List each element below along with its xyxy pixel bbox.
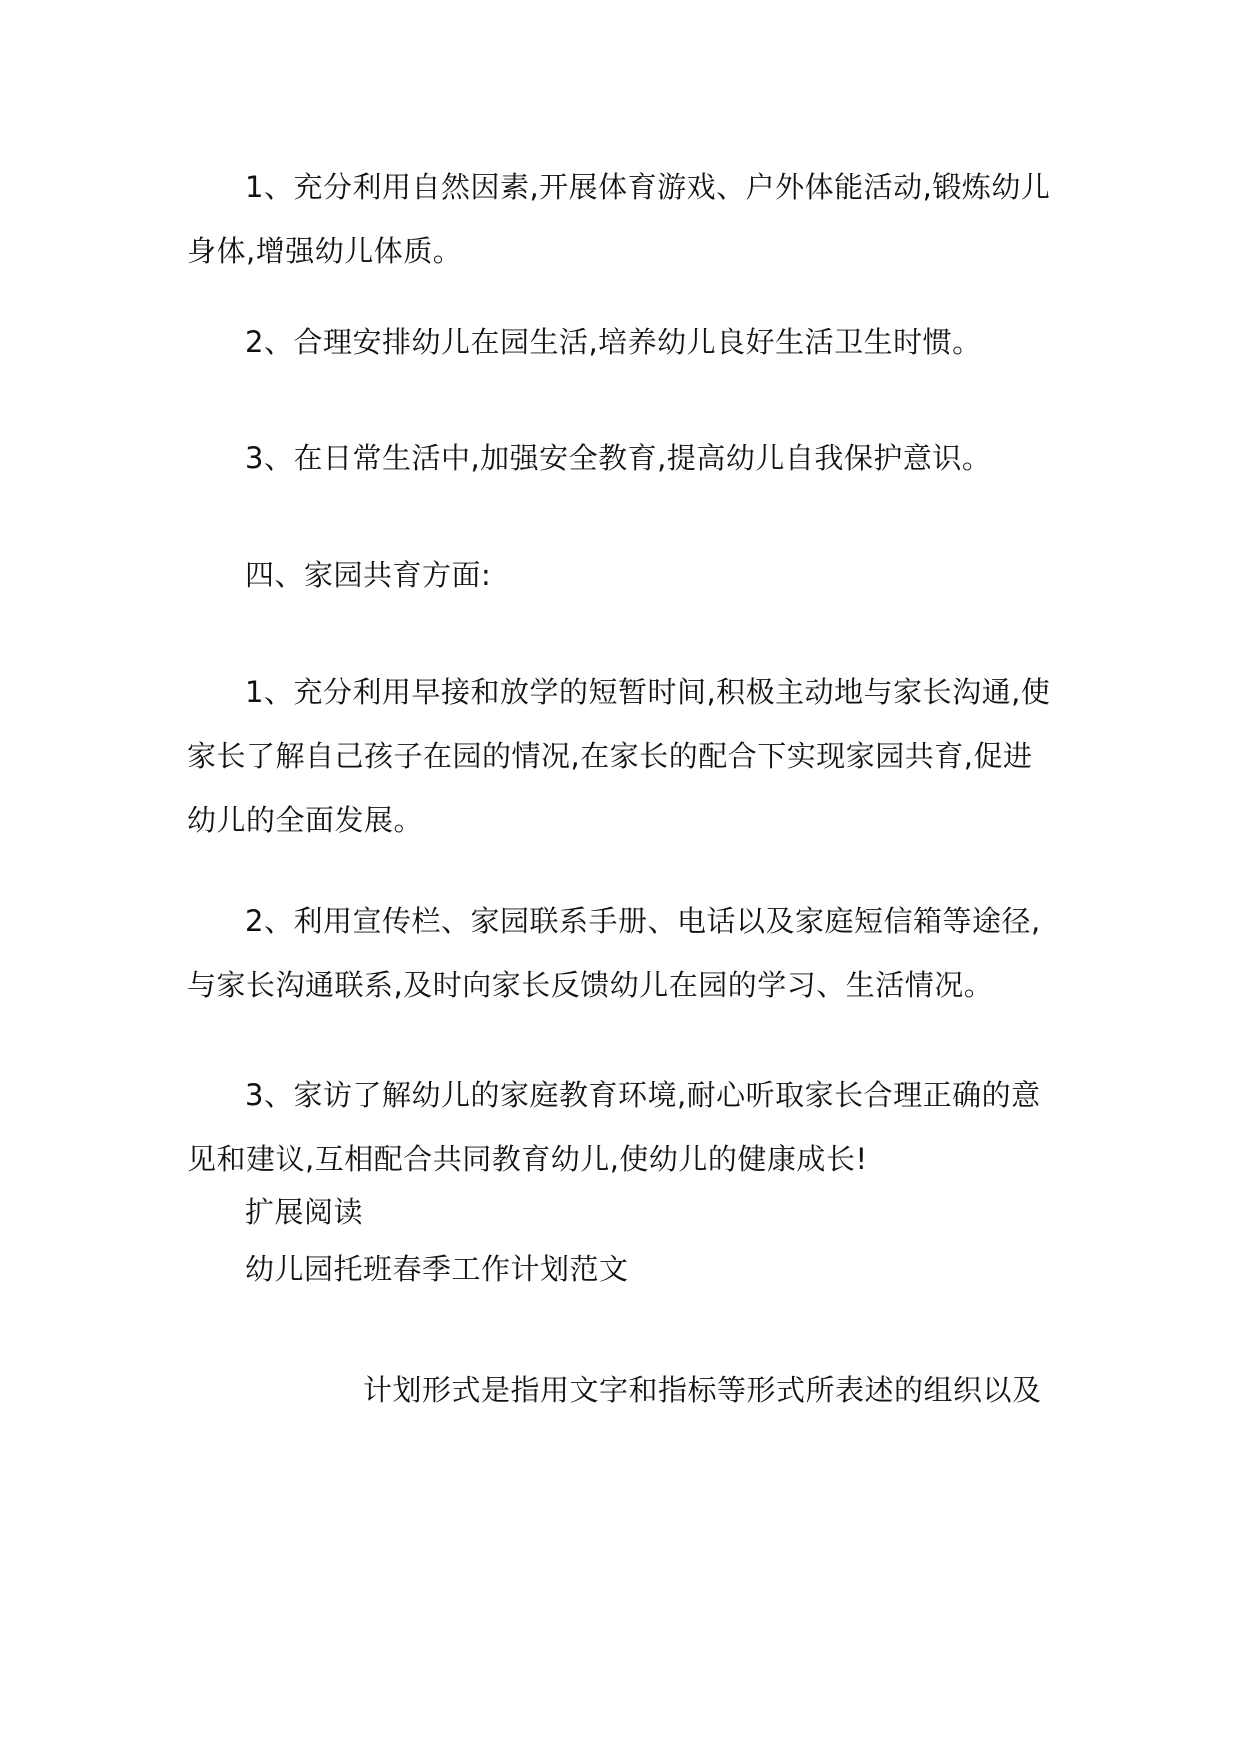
extended-reading-label: 扩展阅读 [245, 1195, 364, 1229]
paragraph-plan-intro: 计划形式是指用文字和指标等形式所表述的组织以及 [363, 1373, 1042, 1407]
paragraph-health-2: 2、合理安排幼儿在园生活,培养幼儿良好生活卫生时惯。 [245, 325, 982, 359]
extended-reading-title: 幼儿园托班春季工作计划范文 [245, 1252, 629, 1286]
paragraph-home-school-1: 1、充分利用早接和放学的短暂时间,积极主动地与家长沟通,使家长了解自己孩子在园的情况,在家长的配合下实现家园共育,促进幼儿的全面发展。 [187, 675, 1051, 837]
paragraph-health-1: 1、充分利用自然因素,开展体育游戏、户外体能活动,锻炼幼儿身体,增强幼儿体质。 [187, 170, 1051, 268]
paragraph-home-school-3: 3、家访了解幼儿的家庭教育环境,耐心听取家长合理正确的意见和建议,互相配合共同教育幼儿,使幼儿的健康成长! [187, 1078, 1041, 1176]
paragraph-health-3: 3、在日常生活中,加强安全教育,提高幼儿自我保护意识。 [245, 441, 992, 475]
paragraph-home-school-2: 2、利用宣传栏、家园联系手册、电话以及家庭短信箱等途径,与家长沟通联系,及时向家长反馈幼儿在园的学习、生活情况。 [187, 904, 1041, 1002]
section-heading-home-school: 四、家园共育方面: [245, 558, 492, 592]
